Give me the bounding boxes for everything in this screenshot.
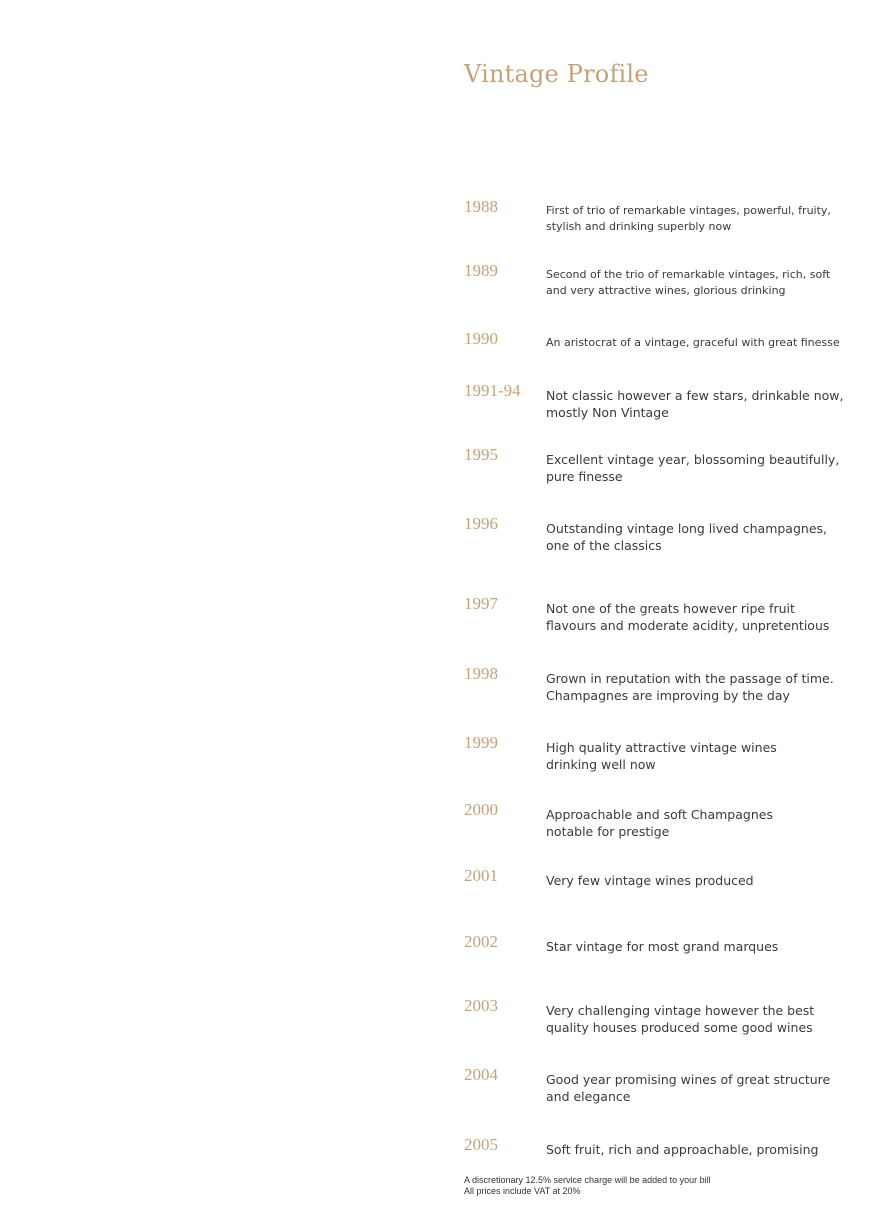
- vintage-description: Approachable and soft Champagnes notable for prestige: [546, 807, 773, 839]
- vintage-year: 2003: [464, 996, 498, 1015]
- vintage-description: Grown in reputation with the passage of time. Champagnes are improving by the day: [546, 671, 834, 703]
- vintage-year: 2004: [464, 1065, 498, 1084]
- vintage-year: 1998: [464, 664, 498, 683]
- vintage-year: 2001: [464, 866, 498, 885]
- vintage-description: First of trio of remarkable vintages, powerful, fruity, stylish and drinking superbly now: [546, 204, 831, 233]
- footer-notes: [464, 1175, 711, 1197]
- vintage-year: 1996: [464, 514, 498, 533]
- vintage-year: 1997: [464, 594, 498, 613]
- vintage-year: 1999: [464, 733, 498, 752]
- vintage-description: Not one of the greats however ripe fruit flavours and moderate acidity, unpretentious: [546, 601, 830, 633]
- vintage-description: Good year promising wines of great structure and elegance: [546, 1072, 831, 1104]
- vintage-description: Outstanding vintage long lived champagnes, one of the classics: [546, 521, 827, 553]
- vintage-description: Very few vintage wines produced: [546, 873, 754, 888]
- vintage-description: Second of the trio of remarkable vintages, rich, soft and very attractive wines, glorious drinking: [546, 268, 831, 297]
- vat-note: All prices include VAT at 20%: [464, 1186, 581, 1196]
- vintage-year: 2002: [464, 932, 498, 951]
- vintage-description: Not classic however a few stars, drinkable now, mostly Non Vintage: [546, 388, 844, 420]
- vintage-year: 1988: [464, 197, 498, 216]
- vintage-year: 2005: [464, 1135, 498, 1154]
- vintage-year: 1989: [464, 261, 498, 280]
- vintage-description: Very challenging vintage however the best quality houses produced some good wines: [546, 1003, 815, 1035]
- service-charge-note: A discretionary 12.5% service charge will be added to your bill: [464, 1175, 711, 1185]
- vintage-description: High quality attractive vintage wines drinking well now: [546, 740, 777, 772]
- vintage-description: Excellent vintage year, blossoming beautifully, pure finesse: [546, 452, 840, 484]
- vintage-year: 1990: [464, 329, 498, 348]
- vintage-description: Star vintage for most grand marques: [546, 939, 779, 954]
- vintage-year: 1991-94: [464, 381, 521, 400]
- vintage-year: 2000: [464, 800, 498, 819]
- vintage-description: Soft fruit, rich and approachable, promising: [546, 1142, 819, 1157]
- vintage-year: 1995: [464, 445, 498, 464]
- vintage-description: An aristocrat of a vintage, graceful with great finesse: [546, 336, 840, 349]
- page-title: Vintage Profile: [464, 60, 649, 88]
